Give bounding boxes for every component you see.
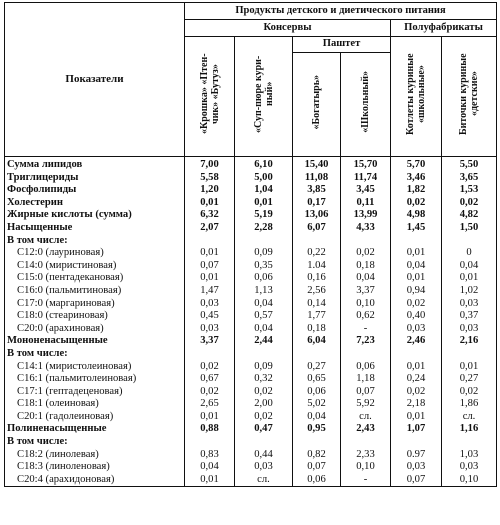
value-cell: 0,02 <box>442 197 497 210</box>
value-cell: 0,03 <box>442 323 497 336</box>
value-cell: 1,04 <box>235 184 293 197</box>
value-cell: 0,14 <box>293 298 341 311</box>
value-cell: 0,03 <box>185 323 235 336</box>
value-cell: 0,03 <box>391 461 442 474</box>
table-row <box>5 310 497 323</box>
value-cell: 5,50 <box>442 157 497 172</box>
value-cell: 0,01 <box>185 474 235 487</box>
value-cell: 0,04 <box>185 461 235 474</box>
value-cell: 11,08 <box>293 172 341 185</box>
value-cell: 0,01 <box>442 361 497 374</box>
value-cell: 11,74 <box>341 172 391 185</box>
row-label: C20:0 (арахиновая) <box>5 323 185 336</box>
value-cell: 0,24 <box>391 373 442 386</box>
value-cell: 0,04 <box>442 260 497 273</box>
table-row <box>5 411 497 424</box>
column-header-kroshka: «Крошка» «Птен- чик» «Бутуз» <box>185 37 235 157</box>
value-cell: сл. <box>442 411 497 424</box>
value-cell: 0,18 <box>341 260 391 273</box>
value-cell: 0,01 <box>185 272 235 285</box>
value-cell: 1,53 <box>442 184 497 197</box>
value-cell: 2,46 <box>391 335 442 348</box>
table-header <box>5 3 497 157</box>
value-cell: 0,01 <box>185 247 235 260</box>
value-cell: сл. <box>235 474 293 487</box>
value-cell: - <box>341 323 391 336</box>
value-cell: 1,82 <box>391 184 442 197</box>
value-cell: 0,02 <box>391 386 442 399</box>
table-row <box>5 398 497 411</box>
row-label: В том числе: <box>5 436 185 449</box>
value-cell: 6,32 <box>185 209 235 222</box>
value-cell: 1,45 <box>391 222 442 235</box>
value-cell <box>293 436 341 449</box>
row-label: Жирные кислоты (сумма) <box>5 209 185 222</box>
value-cell: 0,82 <box>293 449 341 462</box>
column-header-shkolny: «Школьный» <box>341 53 391 157</box>
value-cell: 0,10 <box>341 461 391 474</box>
value-cell <box>442 348 497 361</box>
value-cell: 15,70 <box>341 157 391 172</box>
value-cell: 5,00 <box>235 172 293 185</box>
table-row <box>5 285 497 298</box>
value-cell: 3,45 <box>341 184 391 197</box>
row-label: C15:0 (пентадекановая) <box>5 272 185 285</box>
value-cell: 0,07 <box>391 474 442 487</box>
value-cell: 0,01 <box>391 411 442 424</box>
value-cell: 0,10 <box>341 298 391 311</box>
konservy-header: Консервы <box>185 20 391 37</box>
value-cell: 0 <box>442 247 497 260</box>
row-label: Насыщенные <box>5 222 185 235</box>
value-cell: 0,67 <box>185 373 235 386</box>
value-cell: 0,40 <box>391 310 442 323</box>
value-cell: 0,18 <box>293 323 341 336</box>
row-label: В том числе: <box>5 235 185 248</box>
column-header-bitochki: Биточки куриные «детские» <box>442 37 497 157</box>
table-row <box>5 247 497 260</box>
table-row <box>5 423 497 436</box>
value-cell: 3,46 <box>391 172 442 185</box>
value-cell: 0,02 <box>391 197 442 210</box>
value-cell: 0,01 <box>391 272 442 285</box>
value-cell <box>185 235 235 248</box>
value-cell: 5,92 <box>341 398 391 411</box>
value-cell: 2,43 <box>341 423 391 436</box>
value-cell: 1,86 <box>442 398 497 411</box>
value-cell: 0,07 <box>185 260 235 273</box>
value-cell <box>235 436 293 449</box>
value-cell: 0,94 <box>391 285 442 298</box>
column-header-bogatyr: «Богатырь» <box>293 53 341 157</box>
value-cell: - <box>341 474 391 487</box>
value-cell: 0,04 <box>235 298 293 311</box>
table-row <box>5 172 497 185</box>
value-cell <box>442 235 497 248</box>
pashtet-header: Паштет <box>293 37 391 53</box>
value-cell: 2,28 <box>235 222 293 235</box>
value-cell: 2,18 <box>391 398 442 411</box>
row-label: C16:1 (пальмитолеиновая) <box>5 373 185 386</box>
value-cell: 0,47 <box>235 423 293 436</box>
value-cell <box>391 436 442 449</box>
row-label: C14:0 (миристиновая) <box>5 260 185 273</box>
row-label: C18:3 (линоленовая) <box>5 461 185 474</box>
value-cell <box>341 235 391 248</box>
value-cell: 2,56 <box>293 285 341 298</box>
value-cell <box>293 348 341 361</box>
value-cell: 6,04 <box>293 335 341 348</box>
value-cell: 13,99 <box>341 209 391 222</box>
value-cell: 0,95 <box>293 423 341 436</box>
value-cell: 0,02 <box>185 361 235 374</box>
table-row <box>5 157 497 172</box>
value-cell <box>391 235 442 248</box>
row-label: C20:1 (гадолеиновая) <box>5 411 185 424</box>
value-cell: 0,04 <box>235 323 293 336</box>
row-label: C20:4 (арахидоновая) <box>5 474 185 487</box>
row-label: C18:2 (линолевая) <box>5 449 185 462</box>
value-cell: 0,03 <box>442 461 497 474</box>
value-cell: 5,70 <box>391 157 442 172</box>
value-cell: 1,50 <box>442 222 497 235</box>
value-cell: 0,57 <box>235 310 293 323</box>
value-cell: 1,18 <box>341 373 391 386</box>
row-label: C12:0 (лауриновая) <box>5 247 185 260</box>
value-cell: 0,37 <box>442 310 497 323</box>
value-cell: 0,03 <box>235 461 293 474</box>
value-cell: 1,02 <box>442 285 497 298</box>
table-row <box>5 348 497 361</box>
value-cell: 1,03 <box>442 449 497 462</box>
table-row <box>5 449 497 462</box>
table-body <box>5 157 497 487</box>
value-cell: 0,88 <box>185 423 235 436</box>
value-cell: 4,98 <box>391 209 442 222</box>
value-cell <box>341 348 391 361</box>
row-label: C18:1 (олеиновая) <box>5 398 185 411</box>
row-label: Триглицериды <box>5 172 185 185</box>
value-cell: 2,00 <box>235 398 293 411</box>
value-cell <box>235 235 293 248</box>
value-cell: 0,01 <box>235 197 293 210</box>
value-cell: 1,20 <box>185 184 235 197</box>
value-cell: 0,02 <box>185 386 235 399</box>
value-cell: 0.97 <box>391 449 442 462</box>
value-cell: сл. <box>341 411 391 424</box>
value-cell: 0,03 <box>391 323 442 336</box>
value-cell: 1,77 <box>293 310 341 323</box>
table-row <box>5 298 497 311</box>
value-cell: 2,44 <box>235 335 293 348</box>
value-cell: 0,10 <box>442 474 497 487</box>
value-cell: 0,04 <box>391 260 442 273</box>
value-cell: 0,62 <box>341 310 391 323</box>
value-cell: 6,10 <box>235 157 293 172</box>
value-cell: 0,04 <box>341 272 391 285</box>
row-label: Фосфолипиды <box>5 184 185 197</box>
value-cell <box>341 436 391 449</box>
value-cell: 0,02 <box>235 386 293 399</box>
value-cell: 0,07 <box>341 386 391 399</box>
lipid-composition-table <box>4 2 497 487</box>
value-cell: 0,01 <box>391 361 442 374</box>
table-row <box>5 474 497 487</box>
value-cell: 0,07 <box>293 461 341 474</box>
value-cell: 2,07 <box>185 222 235 235</box>
value-cell: 0,01 <box>185 411 235 424</box>
value-cell: 0,83 <box>185 449 235 462</box>
polufabrikaty-header: Полуфабрикаты <box>391 20 497 37</box>
value-cell: 0,02 <box>235 411 293 424</box>
row-label: Холестерин <box>5 197 185 210</box>
value-cell: 3,65 <box>442 172 497 185</box>
column-header-sup-pyure: «Суп-пюре кури- ный» <box>235 37 293 157</box>
value-cell: 0,03 <box>185 298 235 311</box>
table-row <box>5 373 497 386</box>
value-cell: 4,33 <box>341 222 391 235</box>
row-label: C16:0 (пальмитиновая) <box>5 285 185 298</box>
value-cell: 0,32 <box>235 373 293 386</box>
value-cell: 0,06 <box>293 474 341 487</box>
value-cell: 0,22 <box>293 247 341 260</box>
table-row <box>5 323 497 336</box>
value-cell: 0,03 <box>442 298 497 311</box>
value-cell: 0,06 <box>235 272 293 285</box>
value-cell: 5,19 <box>235 209 293 222</box>
nutrition-table-container <box>4 2 496 487</box>
value-cell: 0,06 <box>293 386 341 399</box>
value-cell: 0,01 <box>391 247 442 260</box>
value-cell: 3,85 <box>293 184 341 197</box>
row-label: C18:0 (стеариновая) <box>5 310 185 323</box>
value-cell: 4,82 <box>442 209 497 222</box>
value-cell: 0,01 <box>442 272 497 285</box>
value-cell: 2,33 <box>341 449 391 462</box>
value-cell: 1.04 <box>293 260 341 273</box>
value-cell: 7,23 <box>341 335 391 348</box>
table-row <box>5 436 497 449</box>
value-cell: 0,35 <box>235 260 293 273</box>
value-cell: 0,04 <box>293 411 341 424</box>
value-cell: 6,07 <box>293 222 341 235</box>
table-row <box>5 461 497 474</box>
row-label: Полиненасыщенные <box>5 423 185 436</box>
value-cell: 0,17 <box>293 197 341 210</box>
table-row <box>5 209 497 222</box>
value-cell: 0,45 <box>185 310 235 323</box>
table-row <box>5 222 497 235</box>
table-row <box>5 184 497 197</box>
value-cell <box>185 348 235 361</box>
value-cell: 1,13 <box>235 285 293 298</box>
value-cell: 1,47 <box>185 285 235 298</box>
value-cell: 0,27 <box>293 361 341 374</box>
value-cell: 1,07 <box>391 423 442 436</box>
value-cell: 0,16 <box>293 272 341 285</box>
table-row <box>5 235 497 248</box>
value-cell: 0,44 <box>235 449 293 462</box>
value-cell: 13,06 <box>293 209 341 222</box>
table-row <box>5 386 497 399</box>
value-cell: 7,00 <box>185 157 235 172</box>
row-label: C17:0 (маргариновая) <box>5 298 185 311</box>
row-label: C14:1 (миристолеиновая) <box>5 361 185 374</box>
row-label: C17:1 (гептадеценовая) <box>5 386 185 399</box>
row-label: В том числе: <box>5 348 185 361</box>
value-cell: 3,37 <box>341 285 391 298</box>
table-row <box>5 272 497 285</box>
value-cell: 0,02 <box>341 247 391 260</box>
row-label: Сумма липидов <box>5 157 185 172</box>
value-cell: 1,16 <box>442 423 497 436</box>
value-cell: 3,37 <box>185 335 235 348</box>
table-row <box>5 361 497 374</box>
value-cell: 0,06 <box>341 361 391 374</box>
value-cell: 0,02 <box>391 298 442 311</box>
value-cell: 0,09 <box>235 247 293 260</box>
value-cell <box>185 436 235 449</box>
value-cell: 5,02 <box>293 398 341 411</box>
value-cell: 0,27 <box>442 373 497 386</box>
value-cell: 2,16 <box>442 335 497 348</box>
column-header-kotlety: Котлеты куриные «школьные» <box>391 37 442 157</box>
value-cell: 0,01 <box>185 197 235 210</box>
value-cell <box>442 436 497 449</box>
table-row <box>5 197 497 210</box>
products-header: Продукты детского и диетического питания <box>185 3 497 20</box>
value-cell: 0,65 <box>293 373 341 386</box>
value-cell: 2,65 <box>185 398 235 411</box>
value-cell: 0,02 <box>442 386 497 399</box>
value-cell <box>235 348 293 361</box>
value-cell: 5,58 <box>185 172 235 185</box>
value-cell <box>293 235 341 248</box>
value-cell: 0,09 <box>235 361 293 374</box>
indicators-header: Показатели <box>5 3 185 157</box>
value-cell: 0,11 <box>341 197 391 210</box>
value-cell <box>391 348 442 361</box>
table-row <box>5 335 497 348</box>
row-label: Мононенасыщенные <box>5 335 185 348</box>
table-row <box>5 260 497 273</box>
value-cell: 15,40 <box>293 157 341 172</box>
